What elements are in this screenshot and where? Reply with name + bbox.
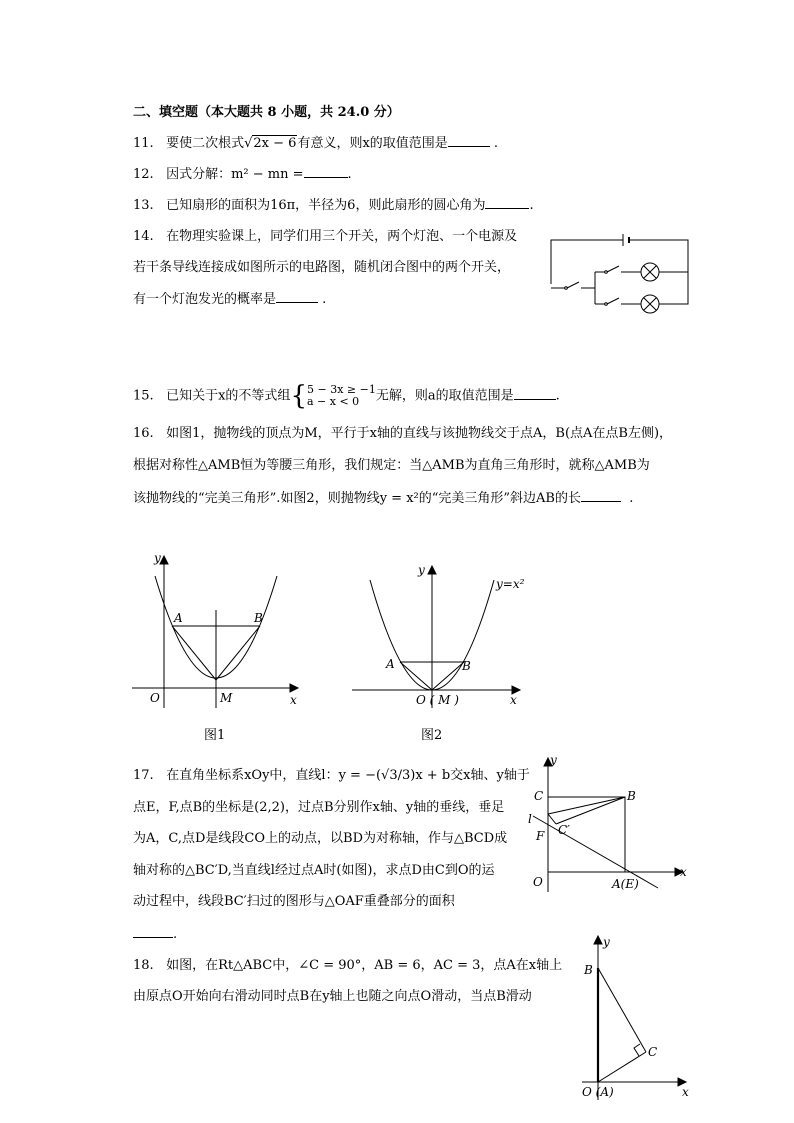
question-17-line-5: 动过程中，线段BC′扫过的图形与△OAF重叠部分的面积 xyxy=(133,894,455,909)
period: . xyxy=(629,491,634,506)
question-14-line-1 xyxy=(133,228,517,246)
line-l xyxy=(533,816,658,888)
q17-point-c-prime: C′ xyxy=(558,823,570,837)
figure-1 xyxy=(130,548,310,710)
figure-1-caption: 图1 xyxy=(204,728,226,743)
question-17-line-4: 轴对称的△BC′D,当直线l经过点A时(如图)，求点D由C到O的运 xyxy=(133,863,495,878)
question-text: 已知关于x的不等式组 xyxy=(166,388,291,404)
fig2-x-label: x xyxy=(510,693,517,707)
figure-q17 xyxy=(528,752,693,902)
fig2-point-b: B xyxy=(462,659,471,673)
fig1-point-a: A xyxy=(174,611,183,625)
q18-point-b: B xyxy=(584,963,593,977)
answer-blank[interactable] xyxy=(514,387,556,400)
question-17-line-1 xyxy=(133,767,530,785)
question-text: 要使二次根式 xyxy=(166,136,245,151)
y-axis-arrow xyxy=(594,936,602,944)
question-text: 已知扇形的面积为16π，半径为6，则此扇形的圆心角为 xyxy=(166,198,486,213)
question-text: 有一个灯泡发光的概率是 xyxy=(133,292,277,307)
system-brace: { xyxy=(290,381,307,411)
q17-point-b: B xyxy=(627,789,636,803)
question-17-line-2: 点E，F,点B的坐标是(2,2)，过点B分别作x轴、y轴的垂线，垂足 xyxy=(133,800,505,815)
fig1-point-m: M xyxy=(220,691,233,705)
radical-sign: √ xyxy=(244,136,253,151)
answer-blank[interactable] xyxy=(485,196,529,209)
q17-origin-label: O xyxy=(533,875,543,889)
question-16-line-3 xyxy=(133,489,633,508)
top-left-wire xyxy=(551,240,623,284)
question-11 xyxy=(133,134,498,153)
answer-blank[interactable] xyxy=(304,165,348,178)
fig2-point-a: A xyxy=(386,657,395,671)
q17-line-l-label: l xyxy=(528,812,532,826)
top-right-wire xyxy=(629,240,688,288)
question-text: 该抛物线的“完美三角形”.如图2，则抛物线y = x²的“完美三角形”斜边AB的长 xyxy=(133,491,581,506)
figure-q18 xyxy=(578,930,690,1102)
answer-blank[interactable] xyxy=(276,290,318,303)
upper-switch-blade xyxy=(607,266,619,272)
main-switch-blade xyxy=(567,282,579,288)
fig2-origin-label: O ( M ) xyxy=(416,693,459,707)
period: . xyxy=(173,927,178,942)
question-17-line-3: 为A，C,点D是线段CO上的动点，以BD为对称轴，作与△BCD成 xyxy=(133,831,508,846)
radicand: 2x − 6 xyxy=(253,136,297,151)
answer-blank[interactable] xyxy=(448,134,490,147)
question-text: 如图1，抛物线的顶点为M，平行于x轴的直线与该抛物线交于点A，B(点A在点B左侧)， xyxy=(166,426,673,441)
question-number: 13. xyxy=(133,198,154,213)
segment-bc2 xyxy=(556,797,625,824)
segment-bd xyxy=(548,797,625,814)
question-15 xyxy=(133,383,560,413)
question-number: 12. xyxy=(133,167,154,182)
q17-y-label: y xyxy=(550,753,557,767)
question-14-line-3 xyxy=(133,290,326,309)
segment-ao xyxy=(400,662,432,690)
question-number: 18. xyxy=(133,958,154,973)
y-axis-arrow xyxy=(428,566,436,574)
q17-point-a-e: A(E) xyxy=(612,877,639,891)
segment-bo xyxy=(432,662,464,690)
main-switch-contact xyxy=(565,287,568,290)
q17-x-label: x xyxy=(680,865,687,879)
question-text: 如图，在Rt△ABC中，∠C = 90°，AB = 6，AC = 3，点A在x轴上 xyxy=(166,958,563,973)
segment-am xyxy=(172,626,216,680)
segment-bc xyxy=(598,968,646,1052)
question-text: 在物理实验课上，同学们用三个开关，两个灯泡、一个电源及 xyxy=(166,229,518,244)
segment-ca xyxy=(598,1052,646,1082)
question-text: 因式分解：m² − mn = xyxy=(166,167,304,182)
question-18-line-2: 由原点O开始向右滑动同时点B在y轴上也随之向点O滑动，当点B滑动 xyxy=(133,989,532,1004)
question-14-line-2: 若干条导线连接成如图所示的电路图，随机闭合图中的两个开关， xyxy=(133,260,511,275)
inequality-system xyxy=(307,384,376,408)
answer-blank[interactable] xyxy=(133,925,173,938)
right-angle-mark xyxy=(634,1044,640,1056)
x-axis-arrow xyxy=(290,684,298,692)
figure-2-caption: 图2 xyxy=(421,728,443,743)
question-number: 14. xyxy=(133,229,154,244)
question-number: 11. xyxy=(133,136,154,151)
question-17-line-6 xyxy=(133,925,177,944)
fig2-y-label: y xyxy=(418,563,425,577)
question-number: 16. xyxy=(133,426,154,441)
q17-point-f: F xyxy=(536,829,545,843)
q18-origin-a-label: O (A) xyxy=(582,1085,614,1099)
question-16-line-1 xyxy=(133,425,672,443)
question-number: 15. xyxy=(133,388,154,404)
inequality-1: 5 − 3x ≥ −1 xyxy=(306,383,376,396)
question-13 xyxy=(133,196,534,215)
section-title: 二、填空题（本大题共 8 小题，共 24.0 分） xyxy=(133,105,400,120)
question-text: 无解，则a的取值范围是 xyxy=(375,388,514,404)
upper-switch-contact xyxy=(605,271,608,274)
q17-point-c: C xyxy=(534,789,544,803)
period: . xyxy=(347,167,352,182)
period: . xyxy=(493,136,499,151)
question-text: 在直角坐标系xOy中，直线l：y = −(√3/3)x + b交x轴、y轴于 xyxy=(166,768,530,783)
answer-blank[interactable] xyxy=(581,489,621,502)
question-16-line-2: 根据对称性△AMB恒为等腰三角形，我们规定：当△AMB为直角三角形时，就称△AMB为 xyxy=(133,458,650,473)
q18-point-c: C xyxy=(648,1045,658,1059)
q18-y-label: y xyxy=(603,935,610,949)
question-number: 17. xyxy=(133,768,154,783)
question-18-line-1 xyxy=(133,957,562,975)
y-axis-arrow xyxy=(160,556,168,564)
segment-dc2 xyxy=(548,814,556,824)
fig1-point-b: B xyxy=(254,611,263,625)
fig1-y-label: y xyxy=(154,551,161,565)
lower-switch-blade xyxy=(607,298,619,304)
segment-bm xyxy=(216,626,260,680)
inequality-2: a − x < 0 xyxy=(306,395,360,408)
fig2-curve-label: y=x² xyxy=(496,577,525,591)
period: . xyxy=(322,292,327,307)
fig1-origin-label: O xyxy=(150,691,160,705)
question-text: 有意义，则x的取值范围是 xyxy=(297,136,448,151)
period: . xyxy=(555,388,560,404)
question-12 xyxy=(133,165,352,184)
q18-x-label: x xyxy=(682,1085,689,1099)
period: . xyxy=(529,198,534,213)
figure-2 xyxy=(350,562,530,712)
fig1-x-label: x xyxy=(290,693,297,707)
circuit-diagram xyxy=(545,232,695,322)
lower-switch-contact xyxy=(605,303,608,306)
